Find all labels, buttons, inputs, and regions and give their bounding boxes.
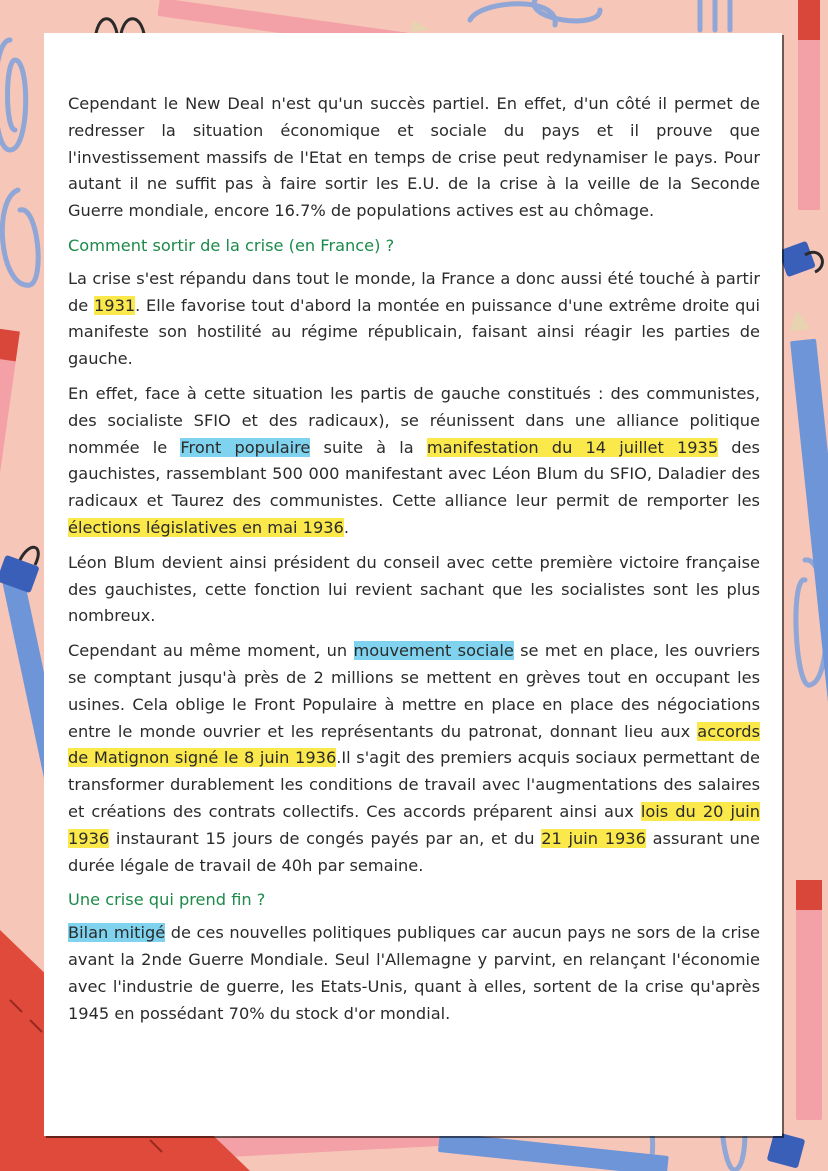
paperclip-icon (2, 190, 38, 285)
highlight-lois-20-juin: lois du 20 juin 1936 (68, 801, 760, 848)
text-run: . Elle favorise tout d'abord la montée en puissance d'une extrême droite qui manifeste son hostilité au régime républicain, faisant ainsi réagir les parties de gauche. (68, 295, 760, 369)
text-run: En effet, face à cette situation les partis de gauche constitués : des communistes, des socialiste SFIO et des radicaux), se réunissent dans une alliance politique nommée le (68, 383, 760, 457)
binder-clip-icon (778, 241, 822, 278)
text-run: suite à la (310, 437, 427, 457)
highlight-accords-matignon: accords de Matignon signé le 8 juin 1936 (68, 721, 760, 768)
text-run: des gauchistes, rassemblant 500 000 manifestant avec Léon Blum du SFIO, Daladier des radicaux et Taurez des communistes. Cette alliance leur permit de remporter les (68, 437, 760, 511)
pencil-icon (787, 309, 828, 819)
binder-clip-icon (767, 1131, 806, 1168)
pencil-icon (798, 0, 820, 210)
section-heading-fin-crise: Une crise qui prend fin ? (68, 890, 266, 910)
pencil-icon (796, 880, 822, 1120)
paragraph-crise-france (68, 266, 760, 373)
paperclip-icon (700, 0, 730, 30)
document-page (44, 33, 782, 1136)
highlight-21-juin: 21 juin 1936 (541, 828, 646, 848)
highlight-manifestation: manifestation du 14 juillet 1935 (426, 437, 719, 457)
highlight-front-populaire: Front populaire (180, 437, 311, 457)
text-run: .Il s'agit des premiers acquis sociaux permettant de transformer durablement les conditions de travail avec l'augmentations des salaires et créations des contrats collectifs. Ces accords préparent ainsi aux (68, 748, 760, 821)
text-run: Cependant au même moment, un (68, 641, 354, 661)
highlight-bilan-mitige: Bilan mitigé (68, 923, 166, 943)
paragraph-front-populaire (68, 381, 760, 542)
text-run: La crise s'est répandu dans tout le monde, la France a donc aussi été touché à partir de (68, 268, 760, 315)
paragraph-bilan (68, 920, 760, 1027)
text-run: se met en place, les ouvriers se comptant jusqu'à près de 2 millions se mettent en grèves tout en occupant les usines. Cela oblige le Front Populaire à mettre en place en place des négociations entre le monde ouvrier et les représentants du patronat, donnant lieu aux (68, 641, 760, 741)
highlight-elections: élections législatives en mai 1936 (68, 517, 344, 537)
text-run: instaurant 15 jours de congés payés par an, et du (109, 828, 542, 848)
paragraph-new-deal: Cependant le New Deal n'est qu'un succès partiel. En effet, d'un côté il permet de redresser la situation économique et sociale du pays et il prouve que l'investissement massifs de l'Etat en temps de crise peut redynamiser le pays. Pour autant il ne suffit pas à faire sortir les E.U. de la crise à la veille de la Seconde Guerre mondiale, encore 16.7% de populations actives est au chômage. (68, 94, 760, 221)
text-run: de ces nouvelles politiques publiques car aucun pays ne sors de la crise avant la 2nde Guerre Mondiale. Seul l'Allemagne y parvint, en relançant l'économie avec l'industrie de guerre, les Etats-Unis, quant à elles, sortent de la crise qu'après 1945 en possédant 70% du stock d'or mondial. (68, 923, 760, 1023)
paragraph-leon-blum: Léon Blum devient ainsi président du conseil avec cette première victoire française des gauchistes, cette fonction lui revient sachant que les socialistes sont les plus nombreux. (68, 552, 760, 626)
highlight-year: 1931 (93, 295, 136, 315)
text-run: assurant une durée légale de travail de 40h par semaine. (68, 828, 760, 875)
paperclip-icon (0, 40, 26, 150)
paragraph-mouvement-social (68, 638, 760, 879)
document-content (68, 91, 760, 1035)
section-heading-france: Comment sortir de la crise (en France) ? (68, 235, 395, 255)
paperclip-icon (470, 0, 600, 25)
pencil-icon (438, 1132, 669, 1171)
highlight-mouvement-sociale: mouvement sociale (353, 641, 514, 661)
text-run: . (343, 517, 349, 537)
